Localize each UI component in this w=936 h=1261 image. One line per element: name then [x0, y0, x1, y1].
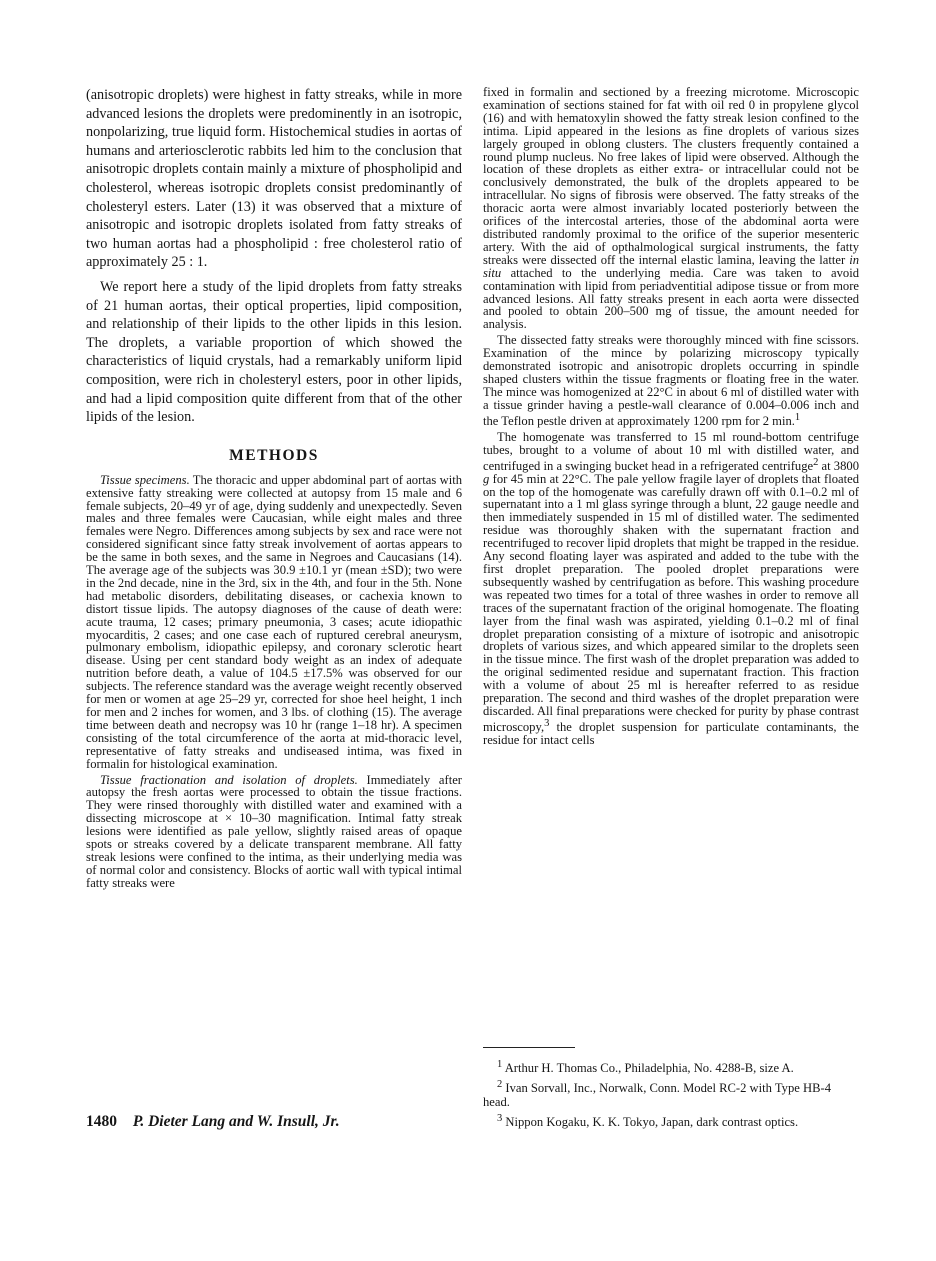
histology-text-a: fixed in formalin and sectioned by a freezing microtome. Microscopic examination of sections stained for fat with oil red 0 in propylene glycol (16) and with hematoxylin showed the fatty streak lesion confined to the intima. Lipid appeared in the lesions as fine droplets of various sizes largely grouped in oblong clusters. The clusters frequently contained a round plump nucleus. No free lakes of lipid were observed. Although the location of these droplets as either extra- or intracellular could not be conclusively demonstrated, the bulk of the droplets appeared to be intracellular. No signs of fibrosis were observed. The fatty streaks of the thoracic aorta were almost invariably located posteriorly between the orifices of the intercostal arteries, those of the abdominal aorta were distributed randomly proximal to the orifice of the superior mesenteric artery. With the aid of opthalmological surgical instruments, the fatty streaks were dissected off the internal elastic lamina, leaving the latter	[483, 85, 859, 267]
mince-text: The dissected fatty streaks were thoroughly minced with fine scissors. Examination of the mince by polarizing microscopy typically demonstrated isotropic and anisotropic droplets occurring in spindle shaped clusters within the tissue fragments or floating free in the water. The mince was homogenized at 22°C in about 6 ml of distilled water with a tissue grinder having a pestle-wall clearance of 0.004–0.006 inch and the Teflon pestle driven at approximately 1200 rpm for 2 min.	[483, 333, 859, 428]
footnote-1-mark: 1	[497, 1059, 503, 1070]
page-footer	[86, 1113, 506, 1131]
footnotes	[483, 1047, 859, 1132]
intro-paragraph-1: (anisotropic droplets) were highest in fatty streaks, while in more advanced lesions the droplets were predominently in an isotropic, nonpolarizing, true liquid form. Histochemical studies in aortas of humans and arteriosclerotic rabbits led him to the conclusion that anisotropic droplets contain mainly a mixture of phospholipid and cholesterol, whereas isotropic droplets consist predominantly of cholesteryl esters. Later (13) it was observed that a mixture of anisotropic and isotropic droplets isolated from fatty streaks of two human aortas had a phospholipid : free cholesterol ratio of approximately 25 : 1.	[86, 87, 462, 271]
methods-heading: METHODS	[229, 446, 319, 464]
footnote-3	[483, 1112, 859, 1129]
footnote-ref-2: 2	[813, 456, 819, 468]
footnote-2	[483, 1078, 859, 1109]
left-column	[86, 86, 462, 893]
running-authors: P. Dieter Lang and W. Insull, Jr.	[132, 1113, 340, 1130]
tissue-fractionation-subheading: Tissue fractionation and isolation of droplets.	[100, 772, 358, 787]
homogenate-paragraph	[483, 431, 859, 747]
footnote-3-text: Nippon Kogaku, K. K. Tokyo, Japan, dark contrast optics.	[502, 1115, 799, 1130]
tissue-fractionation-paragraph	[86, 774, 462, 890]
tissue-fractionation-text: Immediately after autopsy the fresh aortas were processed to obtain the tissue fractions. They were rinsed thoroughly with distilled water and examined with a dissecting microscope at × 10–30 magnification. Intimal fatty streak lesions were identified as pale yellow, slightly raised areas of opaque spots or streaks covered by a delicate transparent membrane. All fatty streak lesions were confined to the intima, as their underlying media was of normal color and consistency. Blocks of aortic wall with typical intimal fatty streaks were	[86, 772, 462, 890]
tissue-specimens-paragraph	[86, 474, 462, 771]
footnote-divider	[483, 1047, 575, 1048]
homogenate-text-b: at 3800	[818, 458, 859, 473]
g-force-symbol: g	[483, 471, 490, 486]
homogenate-text-a: The homogenate was transferred to 15 ml round-bottom centrifuge tubes, brought to a volume of about 10 ml with distilled water, and centrifuged in a swinging bucket head in a refrigerated centrifuge	[483, 429, 859, 473]
tissue-specimens-subheading: Tissue specimens.	[100, 472, 190, 487]
intro-paragraph-2: We report here a study of the lipid droplets from fatty streaks of 21 human aortas, their optical properties, lipid composition, and relationship of their lipids to the other lipids in this lesion. The droplets, a variable proportion of which showed the characteristics of liquid crystals, had a remarkably uniform lipid composition, were rich in cholesteryl esters, poor in other lipids, and had a lipid composition quite different from that of the other lipids of the lesion.	[86, 278, 462, 426]
homogenate-text-c: for 45 min at 22°C. The pale yellow fragile layer of droplets that floated on the top of the homogenate was carefully drawn off with 0.1–0.2 ml of supernatant into a 1 ml glass syringe through a blunt, 22 gauge needle and then immediately suspended in 15 ml of distilled water. The sedimented residue was thoroughly shaken with the supernatant fraction and recentrifuged to recover lipid droplets that might be trapped in the residue. Any second floating layer was aspirated and added to the tube with the first droplet preparation. The pooled droplet preparations were subsequently washed by centrifugation as before. This washing procedure was repeated two times for a total of three washes in order to remove all traces of the supernatant fraction of the original homogenate. The floating layer from the final wash was aspirated, yielding 0.1–0.2 ml of final droplet preparation consisting of a mixture of isotropic and anisotropic droplets of various sizes, and which appeared similar to the droplets seen in the tissue mince. The first wash of the droplet preparation was added to the original sedimented residue and supernatant fraction. This fraction with a volume of about 25 ml is hereafter referred to as residue preparation. The second and third washes of the droplet preparation were discarded. All final preparations were checked for purity by phase contrast microscopy,	[483, 471, 859, 735]
footnote-2-mark: 2	[497, 1079, 503, 1091]
homogenate-text-d: the droplet suspension for particulate contaminants, the residue for intact cells	[483, 720, 859, 747]
right-column	[483, 86, 859, 750]
footnote-2-text: Ivan Sorvall, Inc., Norwalk, Conn. Model RC-2 with Type HB-4 head.	[483, 1081, 831, 1109]
footnote-1-text: Arthur H. Thomas Co., Philadelphia, No. 4288-B, size A.	[502, 1061, 794, 1076]
histology-text-b: attached to the underlying media. Care was taken to avoid contamination with lipid from periadventitial adipose tissue or from more advanced lesions. All fatty streaks present in each aorta were dissected and pooled to obtain 200–500 mg of tissue, the amount needed for analysis.	[483, 265, 859, 332]
tissue-specimens-text: The thoracic and upper abdominal part of aortas with extensive fatty streaking were collected at autopsy from 15 male and 6 female subjects, 20–49 yr of age, dying suddenly and unexpectedly. Seven males and three females were Caucasian, while eight males and three females were Negro. Differences among subjects by sex and race were not considered significant since fatty streak involvement of aortas appears to be the same in both sexes, and the same in Negroes and Caucasians (14). The average age of the subjects was 30.9 ±10.1 yr (mean ±SD); two were in the 2nd decade, nine in the 3rd, six in the 4th, and four in the 5th. None had metabolic disorders, debilitating diseases, or cachexia known to distort tissue lipids. The autopsy diagnoses of the cause of death were: acute trauma, 12 cases; primary pneumonia, 3 cases; acute idiopathic myocarditis, 2 cases; and one case each of ruptured cerebral aneurysm, pulmonary embolism, idiopathic epilepsy, and coronary sclerotic heart disease. Using per cent standard body weight as an index of adequate nutrition before death, a value of 104.5 ±17.5% was observed for our subjects. The reference standard was the average weight recently observed for men or women at age 25–29 yr, corrected for shoe heel height, 1 inch for men and 2 inches for women, and 3 lbs. of clothing (15). The average time between death and necropsy was 10 hr (range 1–18 hr). A specimen consisting of the total circumference of the aorta at mid-thoracic level, representative of fatty streaks and undiseased intima, was fixed in formalin for histological examination.	[86, 472, 462, 771]
page-number: 1480	[86, 1113, 117, 1130]
footnote-1	[483, 1058, 859, 1075]
mince-paragraph	[483, 334, 859, 428]
footnote-3-mark: 3	[497, 1112, 503, 1124]
in-situ-term: in situ	[483, 252, 859, 280]
footnote-ref-3: 3	[544, 717, 550, 729]
histology-paragraph	[483, 86, 859, 331]
footnote-ref-1: 1	[794, 411, 801, 423]
